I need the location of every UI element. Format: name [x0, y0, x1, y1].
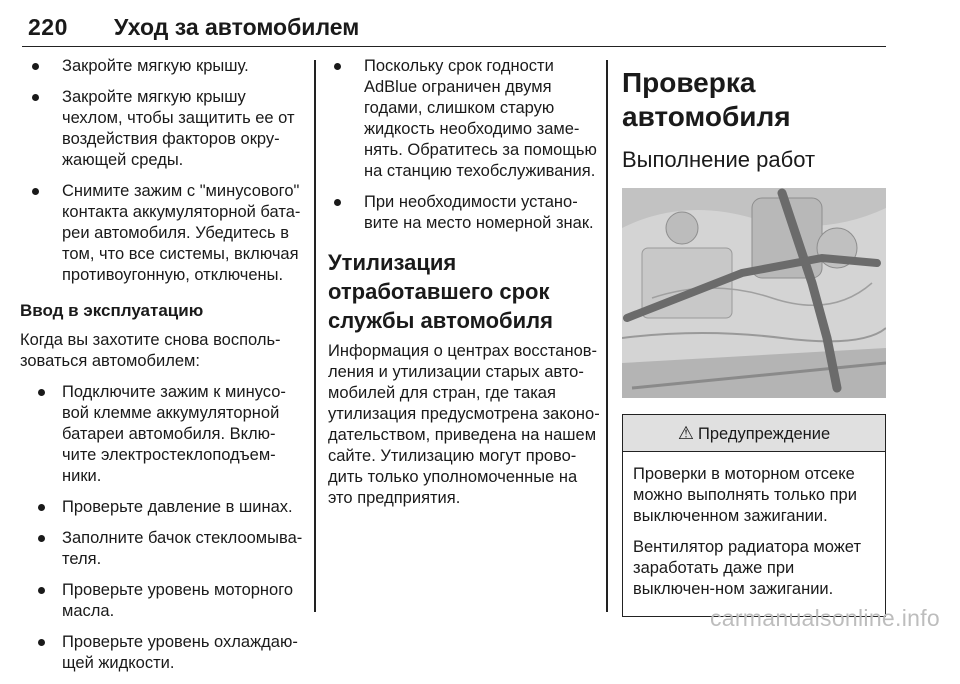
column-divider: [314, 60, 316, 612]
list-item: Проверьте уровень моторного масла.: [20, 580, 304, 622]
column-1: [20, 56, 304, 684]
column-3: [622, 66, 888, 617]
list-item: Проверьте давление в шинах.: [20, 497, 304, 518]
list-item: Проверьте уровень охлаждаю-щей жидкости.: [20, 632, 304, 674]
warning-body: [623, 452, 885, 616]
list-item: Заполните бачок стеклоомыва-теля.: [20, 528, 304, 570]
list-item: Подключите зажим к минусо-вой клемме аккумуляторной батареи автомобиля. Вклю-чите электростеклоподъем-ники.: [20, 382, 304, 487]
warning-title: Предупреждение: [697, 425, 831, 443]
column-2: [328, 56, 600, 519]
warning-box: [622, 414, 886, 617]
warning-header: [623, 415, 885, 452]
list-item: Закройте мягкую крышу чехлом, чтобы защитить ее от воздействия факторов окру-жающей среды.: [20, 87, 304, 171]
list-item: Поскольку срок годности AdBlue ограничен двумя годами, слишком старую жидкость необходимо заме-нять. Обратитесь за помощью на станцию техобслуживания.: [322, 56, 600, 182]
list-item: Снимите зажим с "минусового" контакта аккумуляторной бата-реи автомобиля. Убедитесь в том, что все системы, включая противоугонную, отключены.: [20, 181, 304, 286]
page-header: [22, 0, 886, 47]
work-subheading: Выполнение работ: [622, 147, 816, 172]
warning-paragraph: Вентилятор радиатора может заработать даже при выключен-ном зажигании.: [633, 538, 861, 598]
disposal-paragraph: Информация о центрах восстанов-ления и утилизации старых авто-мобилей для стран, где такая утилизация предусмотрена законо-дательством, приведена на нашем сайте. Утилизацию могут прово-дить только уполномоченные на это предприятия.: [328, 342, 600, 507]
disposal-heading: Утилизация отработавшего срок службы автомобиля: [328, 250, 553, 333]
bullet-list-top: [20, 56, 304, 286]
section-subheading: Ввод в эксплуатацию: [20, 301, 204, 320]
list-item: При необходимости устано-вите на место номерной знак.: [322, 192, 600, 234]
column-divider: [606, 60, 608, 612]
page-number: 220: [28, 14, 68, 40]
bullet-list: [322, 56, 600, 234]
warning-paragraph: Проверки в моторном отсеке можно выполнять только при выключенном зажигании.: [633, 465, 857, 525]
page-title: Уход за автомобилем: [114, 14, 360, 40]
warning-triangle-icon: ⚠: [677, 423, 694, 443]
vehicle-check-heading: Проверка автомобиля: [622, 67, 791, 132]
bullet-list-bottom: [20, 382, 304, 674]
engine-bay-illustration: [622, 188, 886, 398]
intro-paragraph: Когда вы захотите снова восполь-зоваться автомобилем:: [20, 331, 281, 370]
watermark: carmanualsonline.info: [709, 605, 940, 631]
list-item: Закройте мягкую крышу.: [20, 56, 304, 77]
